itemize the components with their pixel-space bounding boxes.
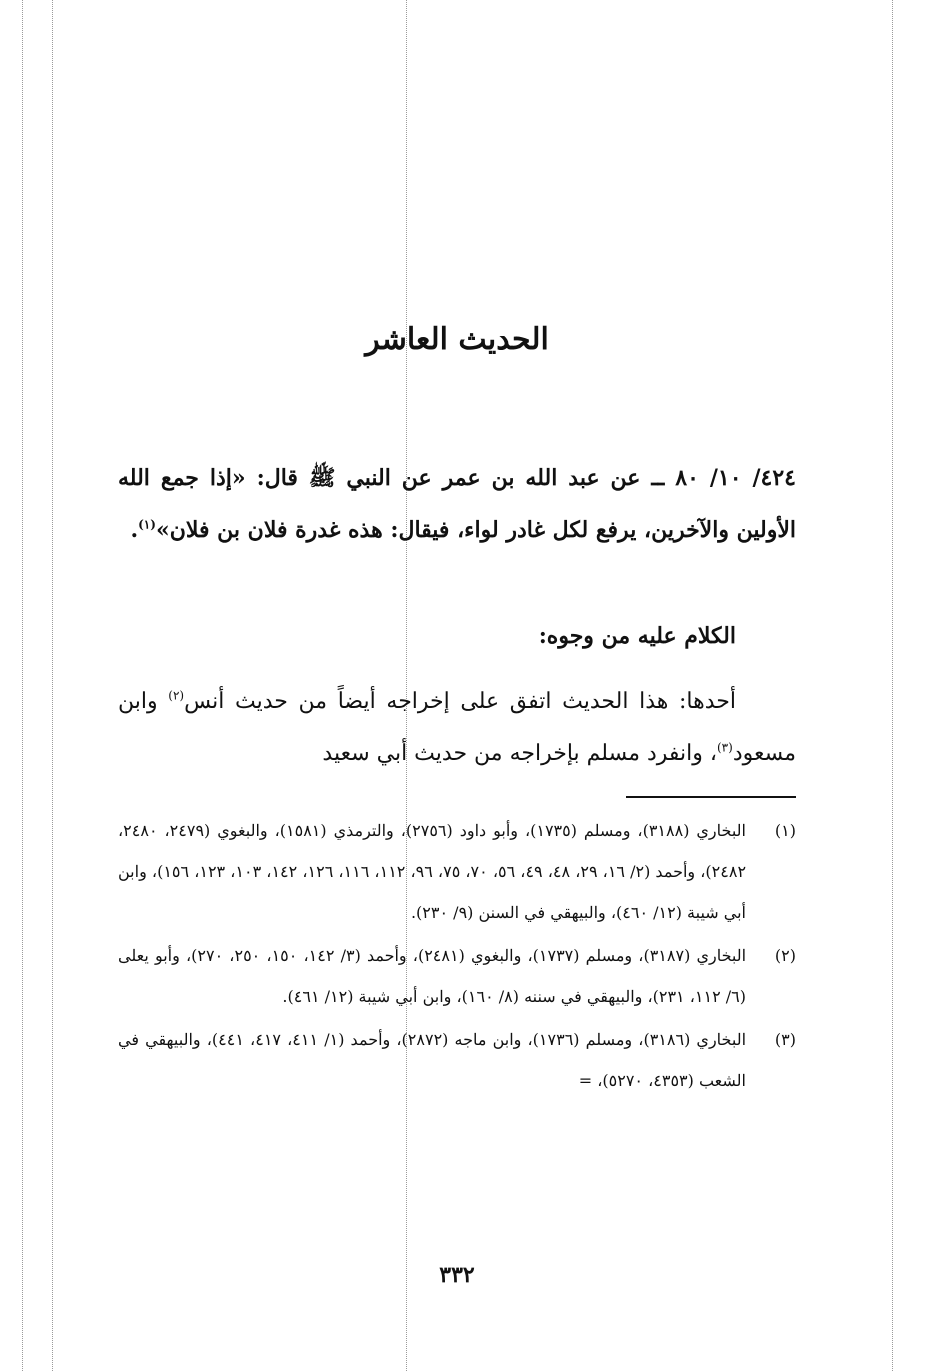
footnote-text: البخاري (٣١٨٧)، ومسلم (١٧٣٧)، والبغوي (٢٤٨١)، وأحمد (٣/ ١٤٢، ١٥٠، ٢٥٠، ٢٧٠)، وأبو يعلى (٦/ ١١٢، ٢٣١)، والبيهقي في سننه (٨/ ١٦٠)، وابن أبي شيبة (١٢/ ٤٦١).: [118, 946, 747, 1006]
scan-dotted-line-right: [892, 0, 893, 1371]
paragraph-part-3: ، وانفرد مسلم بإخراجه من حديث أبي سعيد: [322, 741, 717, 766]
hadith-end: .: [130, 517, 139, 543]
footnote-separator: [626, 796, 796, 798]
hadith-body: ٤٢٤/ ١٠/ ٨٠ ــ عن عبد الله بن عمر عن النبي ﷺ قال: «إذا جمع الله الأولين والآخرين، يرفع لكل غادر لواء، فيقال: هذه غدرة فلان بن فلان»: [118, 465, 796, 543]
footnote-ref-1[interactable]: (١): [138, 517, 156, 532]
commentary-paragraph: [118, 676, 796, 780]
page-number: ٣٣٢: [439, 1262, 475, 1288]
footnote: [118, 1019, 796, 1101]
footnote: [118, 935, 796, 1017]
paragraph-part-2: وابن مسعود: [118, 689, 796, 766]
footnote-number: (١): [774, 821, 796, 840]
book-page: [118, 0, 796, 1371]
hadith-text: [118, 452, 796, 556]
section-heading: الكلام عليه من وجوه:: [538, 623, 736, 649]
footnote-ref-3[interactable]: (٣): [716, 740, 733, 755]
footnotes: [118, 810, 796, 1103]
chapter-title: الحديث العاشر: [365, 322, 549, 357]
footnote-text: البخاري (٣١٨٨)، ومسلم (١٧٣٥)، وأبو داود (٢٧٥٦)، والترمذي (١٥٨١)، والبغوي (٢٤٧٩، ٢٤٨٠، ٢٤٨٢)، وأحمد (٢/ ١٦، ٢٩، ٤٨، ٤٩، ٥٦، ٧٠، ٧٥، ٩٦، ١١٢، ١١٦، ١٢٦، ١٤٢، ١٠٣، ١٢٣، ١٥٦)، وابن أبي شيبة (١٢/ ٤٦٠)، والبيهقي في السنن (٩/ ٢٣٠).: [118, 821, 747, 922]
paragraph-part-1: أحدها: هذا الحديث اتفق على إخراجه أيضاً من حديث أنس: [184, 689, 736, 714]
footnote-number: (٢): [774, 946, 796, 965]
scan-dotted-line-left: [22, 0, 23, 1371]
scan-dotted-line-left-inner: [52, 0, 53, 1371]
footnote-ref-2[interactable]: (٢): [168, 688, 185, 703]
footnote: [118, 810, 796, 933]
footnote-text: البخاري (٣١٨٦)، ومسلم (١٧٣٦)، وابن ماجه (٢٨٧٢)، وأحمد (١/ ٤١١، ٤١٧، ٤٤١)، والبيهقي في الشعب (٤٣٥٣، ٥٢٧٠)، =: [118, 1030, 747, 1090]
footnote-number: (٣): [774, 1030, 796, 1049]
